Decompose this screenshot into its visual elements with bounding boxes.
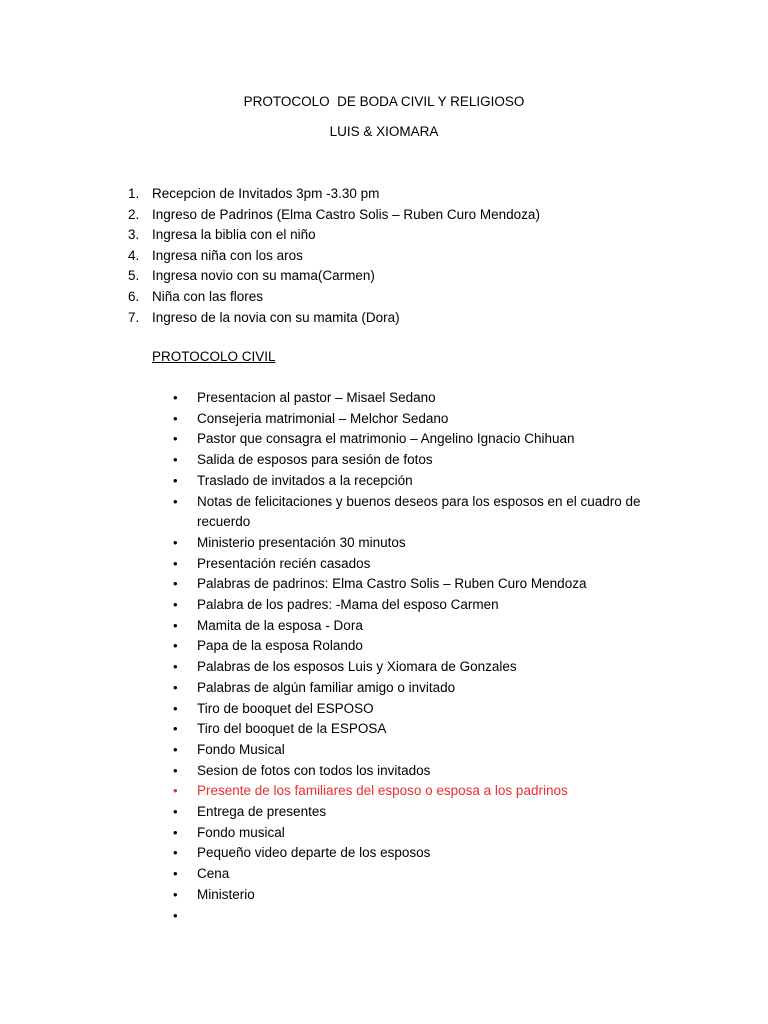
step-number: 5. <box>128 268 140 284</box>
civil-protocol-item <box>173 885 653 906</box>
step-item <box>128 266 540 287</box>
civil-protocol-item-text: Palabras de algún familiar amigo o invitado <box>197 679 456 695</box>
bullet-icon: • <box>173 783 178 799</box>
civil-protocol-item <box>173 616 653 637</box>
civil-protocol-item-text: Consejeria matrimonial – Melchor Sedano <box>197 410 449 426</box>
step-item <box>128 308 540 329</box>
bullet-icon: • <box>173 659 178 675</box>
civil-protocol-item <box>173 843 653 864</box>
bullet-icon: • <box>173 472 178 488</box>
civil-protocol-item <box>173 781 653 802</box>
civil-protocol-item-text: Palabra de los padres: -Mama del esposo Carmen <box>197 597 499 613</box>
bullet-icon: • <box>173 824 178 840</box>
bullet-icon: • <box>173 493 178 509</box>
civil-protocol-item <box>173 636 653 657</box>
civil-protocol-item <box>173 699 653 720</box>
step-item <box>128 287 540 308</box>
step-text: Recepcion de Invitados 3pm -3.30 pm <box>152 186 380 201</box>
step-number: 1. <box>128 186 140 201</box>
civil-protocol-item-text: Presentacion al pastor – Misael Sedano <box>197 390 436 405</box>
bullet-icon: • <box>173 741 178 757</box>
bullet-icon: • <box>173 410 178 426</box>
step-text: Ingresa novio con su mama(Carmen) <box>152 268 375 284</box>
civil-protocol-item-text: Ministerio <box>197 886 255 902</box>
civil-protocol-item-text: Presentación recién casados <box>197 555 371 571</box>
bullet-icon: • <box>173 804 178 820</box>
ceremony-steps-list <box>128 184 540 328</box>
step-number: 4. <box>128 247 140 263</box>
bullet-icon: • <box>173 597 178 613</box>
civil-protocol-item-text: Mamita de la esposa - Dora <box>197 617 363 633</box>
civil-protocol-item <box>173 554 653 575</box>
document-title: PROTOCOLO DE BODA CIVIL Y RELIGIOSO <box>243 94 525 109</box>
civil-protocol-item-text: Sesion de fotos con todos los invitados <box>197 762 431 778</box>
step-number: 6. <box>128 288 140 304</box>
civil-protocol-item-text: Tiro de booquet del ESPOSO <box>197 700 374 716</box>
step-number: 2. <box>128 206 140 222</box>
civil-protocol-item <box>173 864 653 885</box>
civil-protocol-item-text: Ministerio presentación 30 minutos <box>197 534 406 550</box>
bullet-icon: • <box>173 431 178 447</box>
civil-protocol-item <box>173 678 653 699</box>
bullet-icon: • <box>173 907 178 923</box>
bullet-icon: • <box>173 534 178 550</box>
bullet-icon: • <box>173 617 178 633</box>
civil-protocol-item <box>173 429 653 450</box>
civil-protocol-item <box>173 388 653 409</box>
step-item <box>128 246 540 267</box>
civil-protocol-item-text: Salida de esposos para sesión de fotos <box>197 452 433 468</box>
civil-protocol-item <box>173 595 653 616</box>
bullet-icon: • <box>173 866 178 882</box>
bullet-icon: • <box>173 700 178 716</box>
step-text: Ingreso de Padrinos (Elma Castro Solis – Ruben Curo Mendoza) <box>152 206 540 222</box>
civil-protocol-item-text: Palabras de padrinos: Elma Castro Solis – Ruben Curo Mendoza <box>197 576 587 592</box>
couple-names: LUIS & XIOMARA <box>329 124 439 139</box>
civil-protocol-heading: PROTOCOLO CIVIL <box>152 349 276 364</box>
civil-protocol-item <box>173 533 653 554</box>
civil-protocol-item-text: Pastor que consagra el matrimonio – Angelino Ignacio Chihuan <box>197 431 575 447</box>
civil-protocol-item <box>173 802 653 823</box>
step-item <box>128 225 540 246</box>
bullet-icon: • <box>173 452 178 468</box>
step-text: Ingresa niña con los aros <box>152 247 303 263</box>
civil-protocol-item <box>173 761 653 782</box>
bullet-icon: • <box>173 576 178 592</box>
civil-protocol-item <box>173 574 653 595</box>
bullet-icon: • <box>173 762 178 778</box>
civil-protocol-item-text: Cena <box>197 866 230 882</box>
step-text: Niña con las flores <box>152 288 264 304</box>
civil-protocol-item <box>173 450 653 471</box>
step-text: Ingresa la biblia con el niño <box>152 227 316 243</box>
civil-protocol-item <box>173 823 653 844</box>
civil-protocol-item <box>173 657 653 678</box>
bullet-icon: • <box>173 390 178 405</box>
bullet-icon: • <box>173 845 178 861</box>
civil-protocol-item-text: Tiro del booquet de la ESPOSA <box>197 721 387 737</box>
bullet-icon: • <box>173 638 178 654</box>
civil-protocol-item-text: Fondo musical <box>197 824 285 840</box>
step-number: 3. <box>128 227 140 243</box>
civil-protocol-item-text: Palabras de los esposos Luis y Xiomara de Gonzales <box>197 659 517 675</box>
step-number: 7. <box>128 309 140 325</box>
civil-protocol-item-text: Traslado de invitados a la recepción <box>197 472 413 488</box>
civil-protocol-item <box>173 409 653 430</box>
step-text: Ingreso de la novia con su mamita (Dora) <box>152 309 400 325</box>
step-item <box>128 205 540 226</box>
civil-protocol-item-text: Fondo Musical <box>197 741 285 757</box>
civil-protocol-item-text: Papa de la esposa Rolando <box>197 638 363 654</box>
civil-protocol-item <box>173 740 653 761</box>
civil-protocol-item <box>173 471 653 492</box>
civil-protocol-item-text: Entrega de presentes <box>197 804 327 820</box>
bullet-icon: • <box>173 679 178 695</box>
step-item <box>128 184 540 205</box>
civil-protocol-list <box>173 388 653 923</box>
civil-protocol-item-text: Pequeño video departe de los esposos <box>197 845 431 861</box>
civil-protocol-item-text: Presente de los familiares del esposo o esposa a los padrinos <box>197 783 568 799</box>
civil-protocol-item <box>173 719 653 740</box>
bullet-icon: • <box>173 721 178 737</box>
bullet-icon: • <box>173 886 178 902</box>
civil-protocol-item <box>173 492 653 533</box>
civil-protocol-item-text: Notas de felicitaciones y buenos deseos para los esposos en el cuadro de recuerdo <box>197 493 641 530</box>
bullet-icon: • <box>173 555 178 571</box>
